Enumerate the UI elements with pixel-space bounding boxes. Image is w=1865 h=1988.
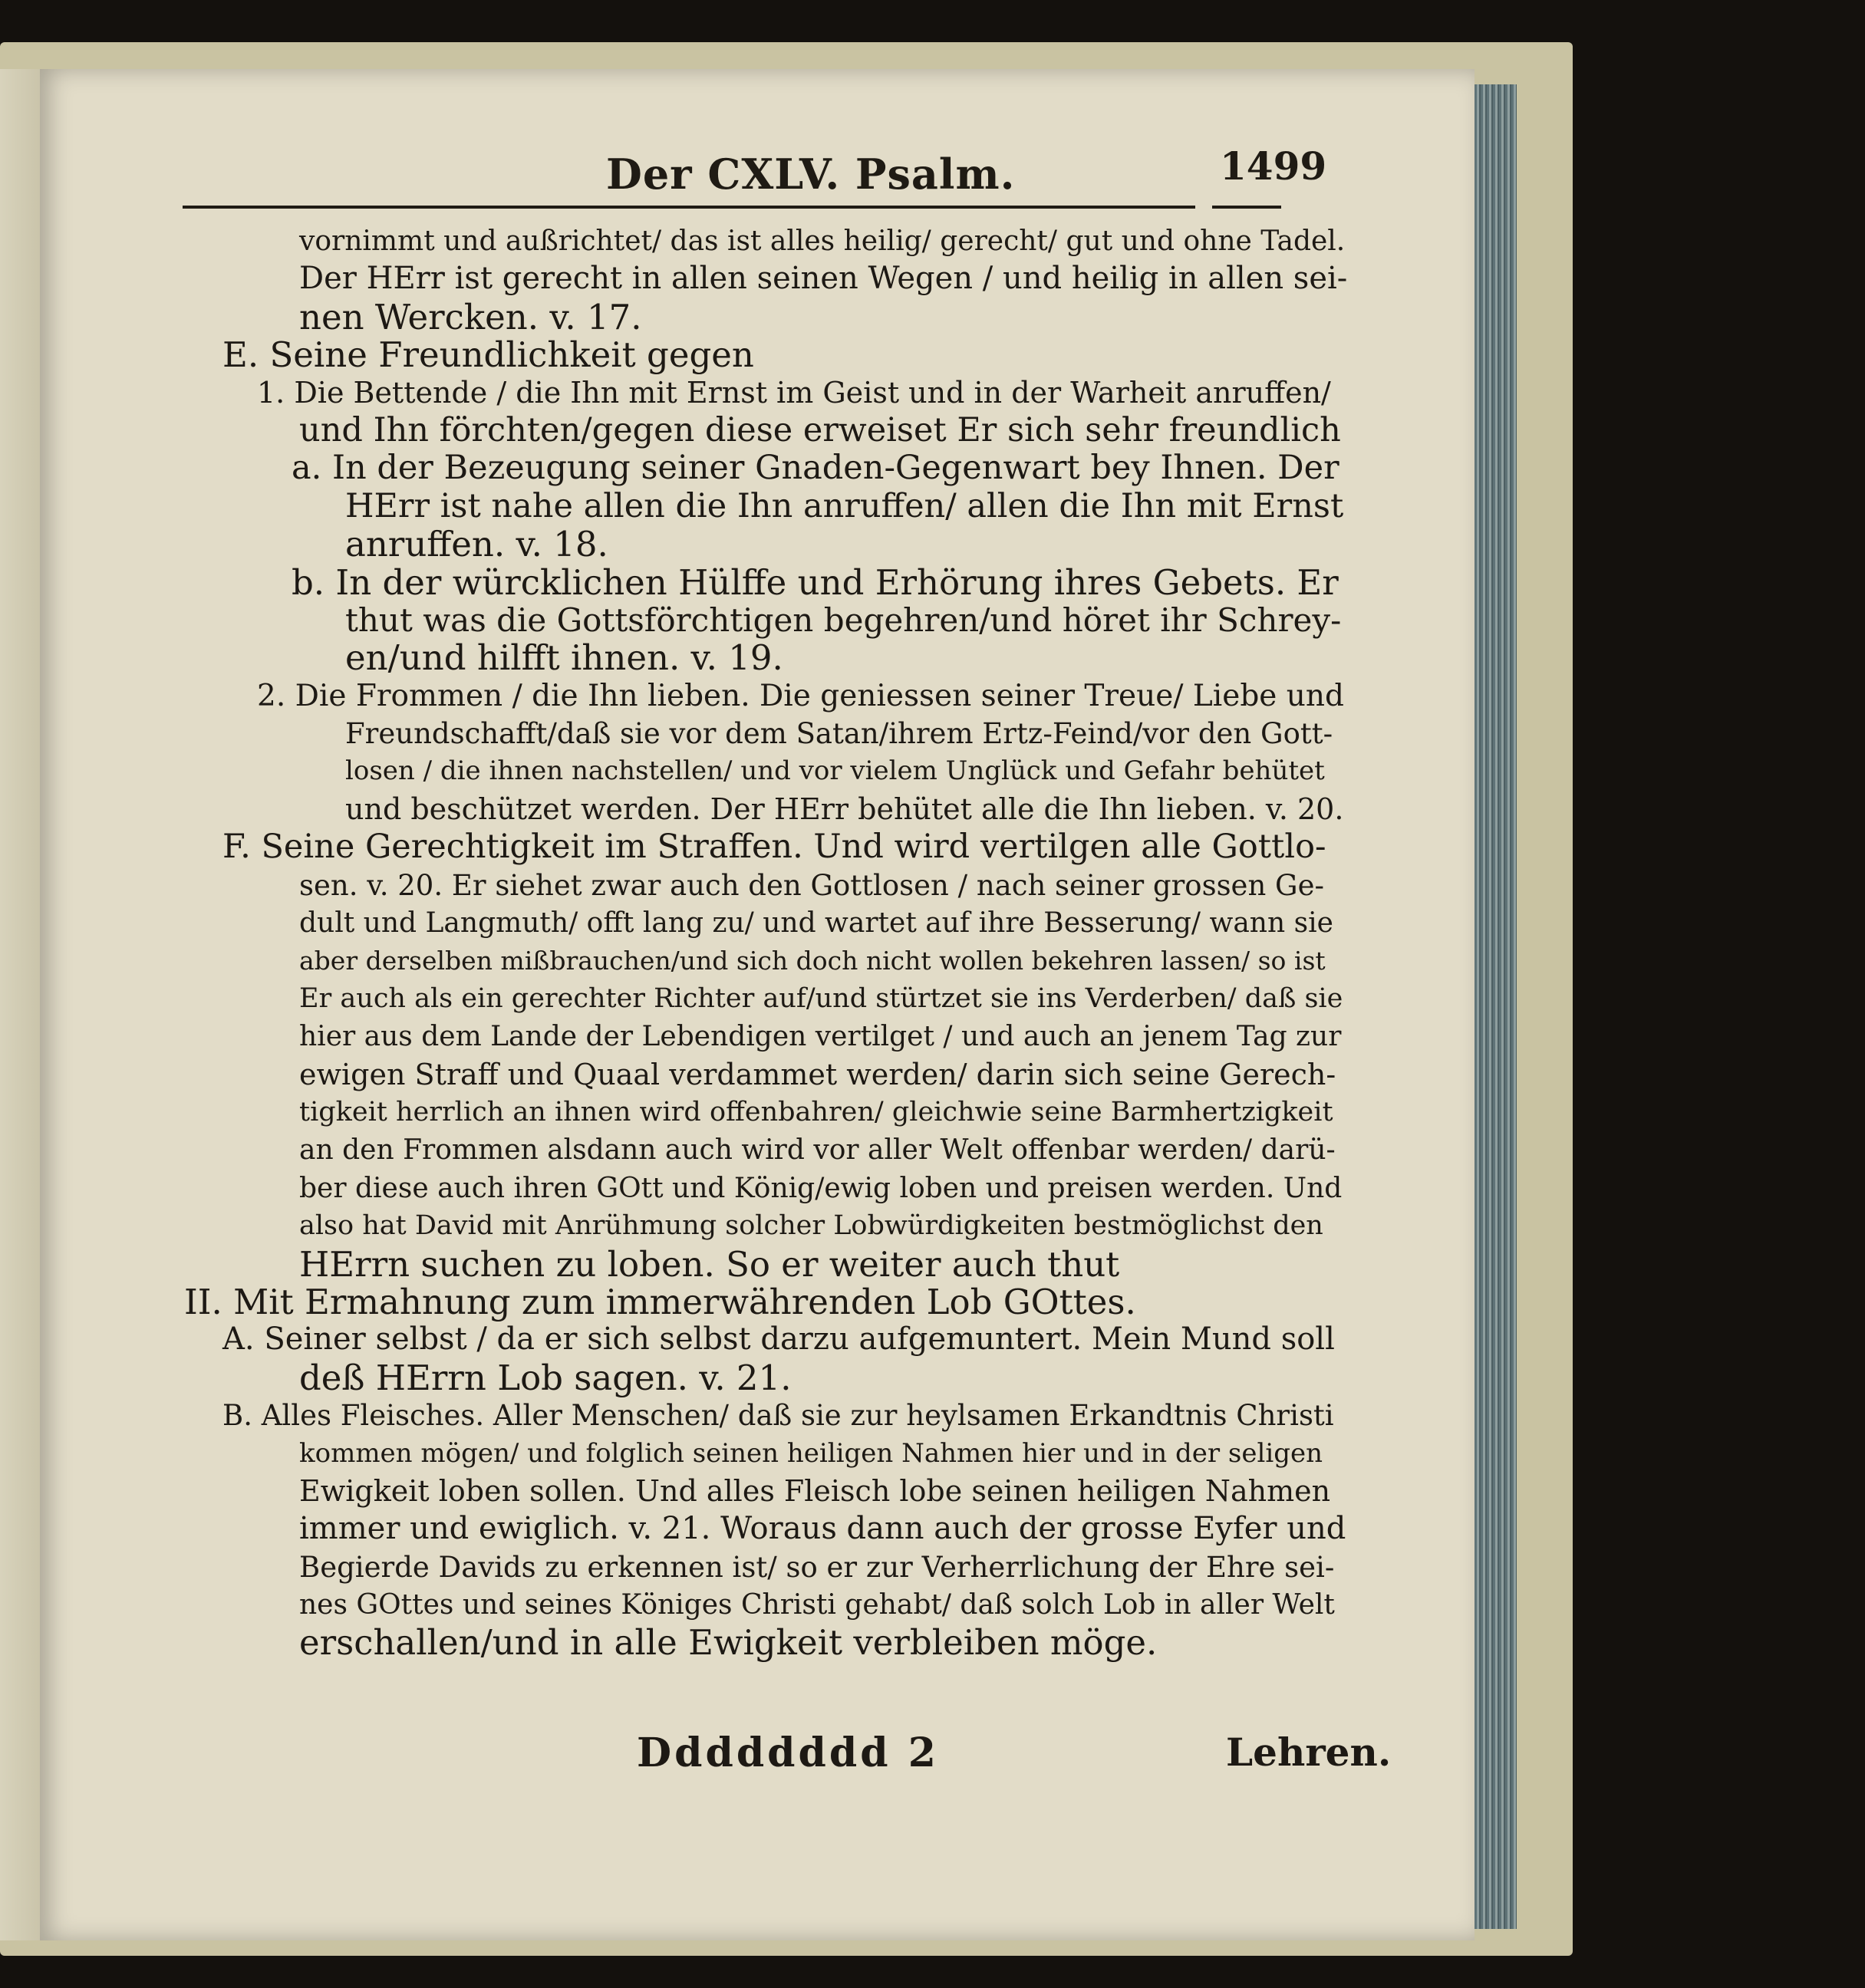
text-line: Begierde Davids zu erkennen ist/ so er zur Verherrlichung der Ehre sei- xyxy=(299,1550,1335,1584)
header-rule xyxy=(183,206,1195,209)
text-line: II. Mit Ermahnung zum immerwährenden Lob GOttes. xyxy=(184,1281,1136,1322)
page-footer xyxy=(637,1730,1392,1783)
text-line: und beschützet werden. Der HErr behütet alle die Ihn lieben. v. 20. xyxy=(345,792,1344,826)
text-line: dult und Langmuth/ offt lang zu/ und wartet auf ihre Besserung/ wann sie xyxy=(299,907,1333,940)
text-line: ewigen Straff und Quaal verdammet werden/ darin sich seine Gerech- xyxy=(299,1057,1336,1091)
header-rule-short xyxy=(1212,206,1281,209)
text-line: hier aus dem Lande der Lebendigen vertilget / und auch an jenem Tag zur xyxy=(299,1021,1342,1053)
text-line: sen. v. 20. Er siehet zwar auch den Gottlosen / nach seiner grossen Ge- xyxy=(299,868,1324,902)
signature-mark: Dddddddd 2 xyxy=(637,1730,939,1776)
page-number: 1499 xyxy=(1220,143,1327,189)
text-line: HErr ist nahe allen die Ihn anruffen/ allen die Ihn mit Ernst xyxy=(345,486,1344,525)
text-line: nen Wercken. v. 17. xyxy=(299,296,642,337)
text-line: 1. Die Bettende / die Ihn mit Ernst im Geist und in der Warheit anruffen/ xyxy=(257,375,1331,410)
text-line: HErrn suchen zu loben. So er weiter auch thut xyxy=(299,1243,1120,1285)
text-line: Er auch als ein gerechter Richter auf/und stürtzet sie ins Verderben/ daß sie xyxy=(299,982,1343,1014)
facing-page-edge xyxy=(0,69,46,1940)
text-line: anruffen. v. 18. xyxy=(345,524,608,565)
text-line: thut was die Gottsförchtigen begehren/und höret ihr Schrey- xyxy=(345,601,1342,639)
text-line: A. Seiner selbst / da er sich selbst darzu aufgemuntert. Mein Mund soll xyxy=(222,1321,1335,1358)
text-line: tigkeit herrlich an ihnen wird offenbahren/ gleichwie seine Barmhertzigkeit xyxy=(299,1096,1333,1127)
text-line: losen / die ihnen nachstellen/ und vor vielem Unglück und Gefahr behütet xyxy=(345,755,1325,787)
text-line: b. In der würcklichen Hülffe und Erhörung ihres Gebets. Er xyxy=(292,561,1339,603)
page-body-text xyxy=(184,222,1350,1662)
text-line: vornimmt und außrichtet/ das ist alles heilig/ gerecht/ gut und ohne Tadel. xyxy=(299,225,1346,257)
text-line: nes GOttes und seines Königes Christi gehabt/ daß solch Lob in aller Welt xyxy=(299,1589,1335,1621)
text-line: ber diese auch ihren GOtt und König/ewig loben und preisen werden. Und xyxy=(299,1172,1343,1204)
text-line: erschallen/und in alle Ewigkeit verbleiben möge. xyxy=(299,1622,1158,1664)
text-line: B. Alles Fleisches. Aller Menschen/ daß sie zur heylsamen Erkandtnis Christi xyxy=(222,1399,1334,1433)
text-line: und Ihn förchten/gegen diese erweiset Er sich sehr freundlich xyxy=(299,410,1341,449)
text-line: Freundschafft/daß sie vor dem Satan/ihrem Ertz-Feind/vor den Gott- xyxy=(345,717,1333,751)
text-line: 2. Die Frommen / die Ihn lieben. Die geniessen seiner Treue/ Liebe und xyxy=(257,678,1344,713)
text-line: deß HErrn Lob sagen. v. 21. xyxy=(299,1357,792,1398)
text-line: also hat David mit Anrühmung solcher Lobwürdigkeiten bestmöglichst den xyxy=(299,1210,1323,1242)
catchword: Lehren. xyxy=(1226,1730,1392,1775)
text-line: Ewigkeit loben sollen. Und alles Fleisch lobe seinen heiligen Nahmen xyxy=(299,1473,1331,1508)
text-line: Der HErr ist gerecht in allen seinen Wegen / und heilig in allen sei- xyxy=(299,261,1348,297)
text-line: immer und ewiglich. v. 21. Woraus dann auch der grosse Eyfer und xyxy=(299,1511,1346,1547)
text-line: an den Frommen alsdann auch wird vor aller Welt offenbar werden/ darü- xyxy=(299,1134,1336,1167)
running-title: Der CXLV. Psalm. xyxy=(606,150,1016,199)
page-header xyxy=(575,143,1343,203)
text-line: F. Seine Gerechtigkeit im Straffen. Und wird vertilgen alle Gottlo- xyxy=(222,828,1326,867)
text-line: en/und hilfft ihnen. v. 19. xyxy=(345,637,783,679)
text-line: E. Seine Freundlichkeit gegen xyxy=(222,334,754,376)
page-edge-stack xyxy=(1475,84,1517,1929)
text-line: a. In der Bezeugung seiner Gnaden-Gegenwart bey Ihnen. Der xyxy=(292,449,1339,488)
text-line: aber derselben mißbrauchen/und sich doch nicht wollen bekehren lassen/ so ist xyxy=(299,946,1326,976)
text-line: kommen mögen/ und folglich seinen heiligen Nahmen hier und in der seligen xyxy=(299,1437,1323,1469)
